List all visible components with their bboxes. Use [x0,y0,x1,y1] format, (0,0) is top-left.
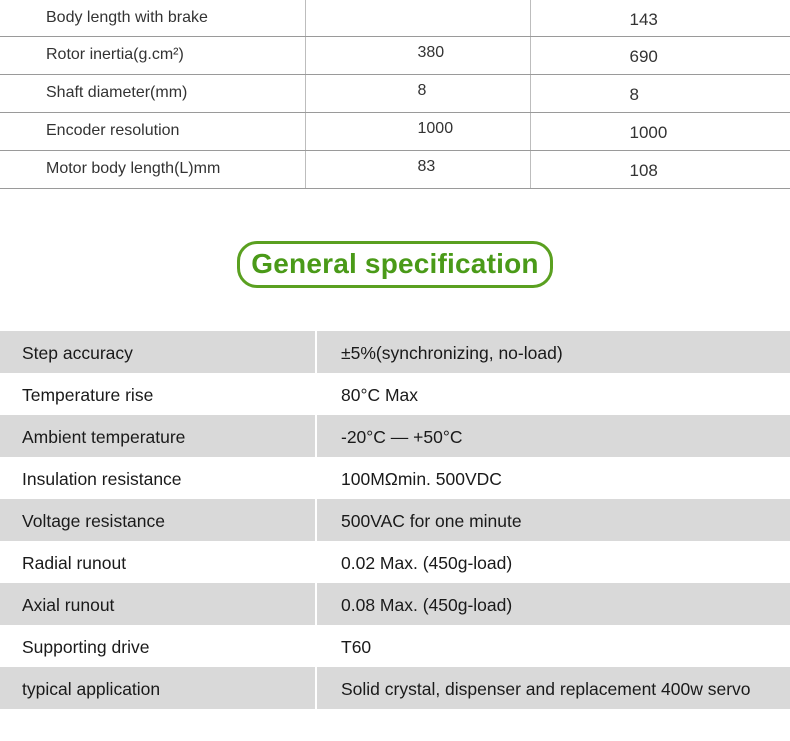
parameter-label: Rotor inertia(g.cm²) [0,36,305,74]
spec-value: -20°C — +50°C [316,415,790,457]
table-row [0,415,790,457]
spec-value: Solid crystal, dispenser and replacement 400w servo [316,667,790,709]
spec-label: Step accuracy [0,331,316,373]
table-row [0,625,790,667]
parameter-label: Encoder resolution [0,112,305,150]
spec-value: 100MΩmin. 500VDC [341,468,502,489]
parameter-label: Body length with brake [0,0,305,36]
model-b-value: 143 [530,0,790,36]
model-a-value: 83 [305,150,530,188]
spec-label: Axial runout [0,583,316,625]
general-spec-table [0,331,790,709]
model-b-value: 8 [530,74,790,112]
table-row [0,0,790,36]
table-row [0,112,790,150]
spec-value: 0.08 Max. (450g-load) [316,583,790,625]
model-a-value: 8 [305,74,530,112]
table-row [0,541,790,583]
table-row [0,499,790,541]
spec-value: ±5%(synchronizing, no-load) [316,331,790,373]
spec-label: typical application [0,667,316,709]
spec-value: 80°C Max [341,384,419,405]
spec-value: 0.02 Max. (450g-load) [341,552,513,573]
table-row [0,36,790,74]
spec-value: T60 [341,636,372,657]
model-a-value: 1000 [305,112,530,150]
table-row [0,457,790,499]
model-b-value: 690 [530,36,790,74]
section-heading [0,241,790,288]
table-row [0,150,790,188]
spec-label: Temperature rise [0,373,316,415]
motor-parameter-table [0,0,790,189]
spec-value: 500VAC for one minute [316,499,790,541]
model-a-value: 380 [305,36,530,74]
table-row [0,331,790,373]
table-row [0,667,790,709]
table-row [0,74,790,112]
spec-label: Supporting drive [0,625,316,667]
section-title: General specification [237,241,552,288]
model-a-value [305,0,530,36]
parameter-label: Motor body length(L)mm [0,150,305,188]
model-b-value: 108 [530,150,790,188]
parameter-label: Shaft diameter(mm) [0,74,305,112]
model-b-value: 1000 [530,112,790,150]
spec-label: Insulation resistance [0,457,316,499]
spec-label: Ambient temperature [0,415,316,457]
spec-label: Radial runout [0,541,316,583]
spec-label: Voltage resistance [0,499,316,541]
table-row [0,373,790,415]
table-row [0,583,790,625]
